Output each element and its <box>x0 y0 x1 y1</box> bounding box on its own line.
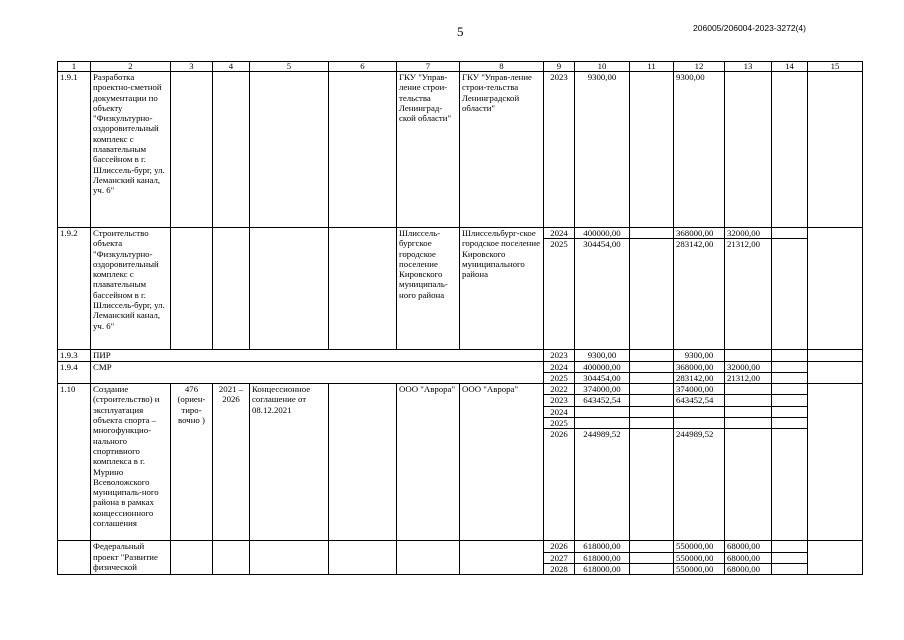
row-col12: 9300,00 <box>674 72 725 228</box>
row-col12: 283142,00 <box>674 372 725 383</box>
row-year: 2024 <box>544 228 575 239</box>
row-total: 9300,00 <box>575 72 630 228</box>
row-col12: 368000,00 <box>674 361 725 372</box>
row-name: Строительство объекта "Физкультурно-оздоровительный комплекс с плавательным бассейном в г. Шлиссель-бург, ул. Леманский канал, уч. 6" <box>91 228 171 350</box>
row-name: Разработка проектно-сметной документации по объекту "Физкультурно-оздоровительный комплекс с плавательным бассейном в г. Шлиссель-бург, ул. Леманский канал, уч. 6" <box>91 72 171 228</box>
row-number: 1.9.4 <box>58 361 91 384</box>
row-col13: 68000,00 <box>725 563 772 574</box>
col-head: 1 <box>58 62 91 72</box>
col-head: 14 <box>772 62 808 72</box>
col-head: 3 <box>171 62 213 72</box>
col-head: 11 <box>630 62 674 72</box>
row-col12: 643452,54 <box>674 395 725 406</box>
row-year: 2024 <box>544 361 575 372</box>
column-number-row <box>58 62 863 72</box>
row-year: 2023 <box>544 72 575 228</box>
row-year: 2023 <box>544 395 575 406</box>
col-head: 2 <box>91 62 171 72</box>
row-label: СМР <box>91 361 544 384</box>
row-year: 2023 <box>544 350 575 361</box>
col-head: 10 <box>575 62 630 72</box>
row-col13: 32000,00 <box>725 361 772 372</box>
row-label: ПИР <box>91 350 544 361</box>
row-number: 1.9.2 <box>58 228 91 350</box>
row-executor: ООО "Аврора" <box>460 384 544 541</box>
row-name: Федеральный проект "Развитие физической <box>91 541 171 575</box>
row-number: 1.9.3 <box>58 350 91 361</box>
row-total: 400000,00 <box>575 361 630 372</box>
table-row <box>58 361 863 372</box>
table-row <box>58 541 863 552</box>
program-table <box>57 61 863 575</box>
col-head: 5 <box>250 62 329 72</box>
row-number: 1.9.1 <box>58 72 91 228</box>
row-capacity: 476 (ориен-тиро-вочно ) <box>171 384 213 541</box>
document-code: 206005/206004-2023-3272(4) <box>693 23 806 33</box>
row-period: 2021 – 2026 <box>213 384 250 541</box>
col-head: 13 <box>725 62 772 72</box>
row-col12: 550000,00 <box>674 563 725 574</box>
row-total: 374000,00 <box>575 384 630 395</box>
row-col12: 283142,00 <box>674 239 725 350</box>
row-year: 2026 <box>544 429 575 541</box>
row-col13: 32000,00 <box>725 228 772 239</box>
table-row <box>58 350 863 361</box>
row-total: 9300,00 <box>575 350 630 361</box>
row-col12: 244989,52 <box>674 429 725 541</box>
row-year: 2026 <box>544 541 575 552</box>
row-year: 2022 <box>544 384 575 395</box>
col-head: 4 <box>213 62 250 72</box>
row-customer: Шлиссель-бургское городское поселение Кировского муниципаль-ного района <box>397 228 460 350</box>
row-executor: ГКУ "Управ-ление строи-тельства Ленинградской области" <box>460 72 544 228</box>
row-total: 400000,00 <box>575 228 630 239</box>
row-year: 2024 <box>544 406 575 417</box>
row-col12: 550000,00 <box>674 541 725 552</box>
col-head: 6 <box>329 62 397 72</box>
row-col13: 68000,00 <box>725 541 772 552</box>
col-head: 7 <box>397 62 460 72</box>
row-name: Создание (строительство) и эксплуатация объекта спорта – многофункцио-нального спортивного комплекса в г. Мурино Всеволожского муниципаль-ного района в рамках концессионного соглашения <box>91 384 171 541</box>
row-col13: 68000,00 <box>725 552 772 563</box>
row-col12: 9300,00 <box>674 350 725 361</box>
col-head: 12 <box>674 62 725 72</box>
row-year: 2025 <box>544 418 575 429</box>
col-head: 15 <box>808 62 863 72</box>
row-total: 244989,52 <box>575 429 630 541</box>
row-customer: ГКУ "Управ-ление строи-тельства Ленинград-ской области" <box>397 72 460 228</box>
row-total: 618000,00 <box>575 541 630 552</box>
row-total: 304454,00 <box>575 372 630 383</box>
table-row <box>58 384 863 395</box>
row-col12: 374000,00 <box>674 384 725 395</box>
row-total: 618000,00 <box>575 563 630 574</box>
col-head: 9 <box>544 62 575 72</box>
row-number: 1.10 <box>58 384 91 541</box>
row-total: 618000,00 <box>575 552 630 563</box>
row-col13: 21312,00 <box>725 372 772 383</box>
table-row <box>58 72 863 228</box>
table-row <box>58 228 863 239</box>
row-executor: Шлиссельбург-ское городское поселение Кировского муниципального района <box>460 228 544 350</box>
row-basis: Концессионное соглашение от 08.12.2021 <box>250 384 329 541</box>
row-col12: 550000,00 <box>674 552 725 563</box>
page-number: 5 <box>457 24 464 39</box>
row-total: 304454,00 <box>575 239 630 350</box>
row-col13: 21312,00 <box>725 239 772 350</box>
row-year: 2025 <box>544 239 575 350</box>
row-total: 643452,54 <box>575 395 630 406</box>
row-year: 2025 <box>544 372 575 383</box>
row-col12: 368000,00 <box>674 228 725 239</box>
col-head: 8 <box>460 62 544 72</box>
row-year: 2028 <box>544 563 575 574</box>
row-customer: ООО "Аврора" <box>397 384 460 541</box>
row-year: 2027 <box>544 552 575 563</box>
